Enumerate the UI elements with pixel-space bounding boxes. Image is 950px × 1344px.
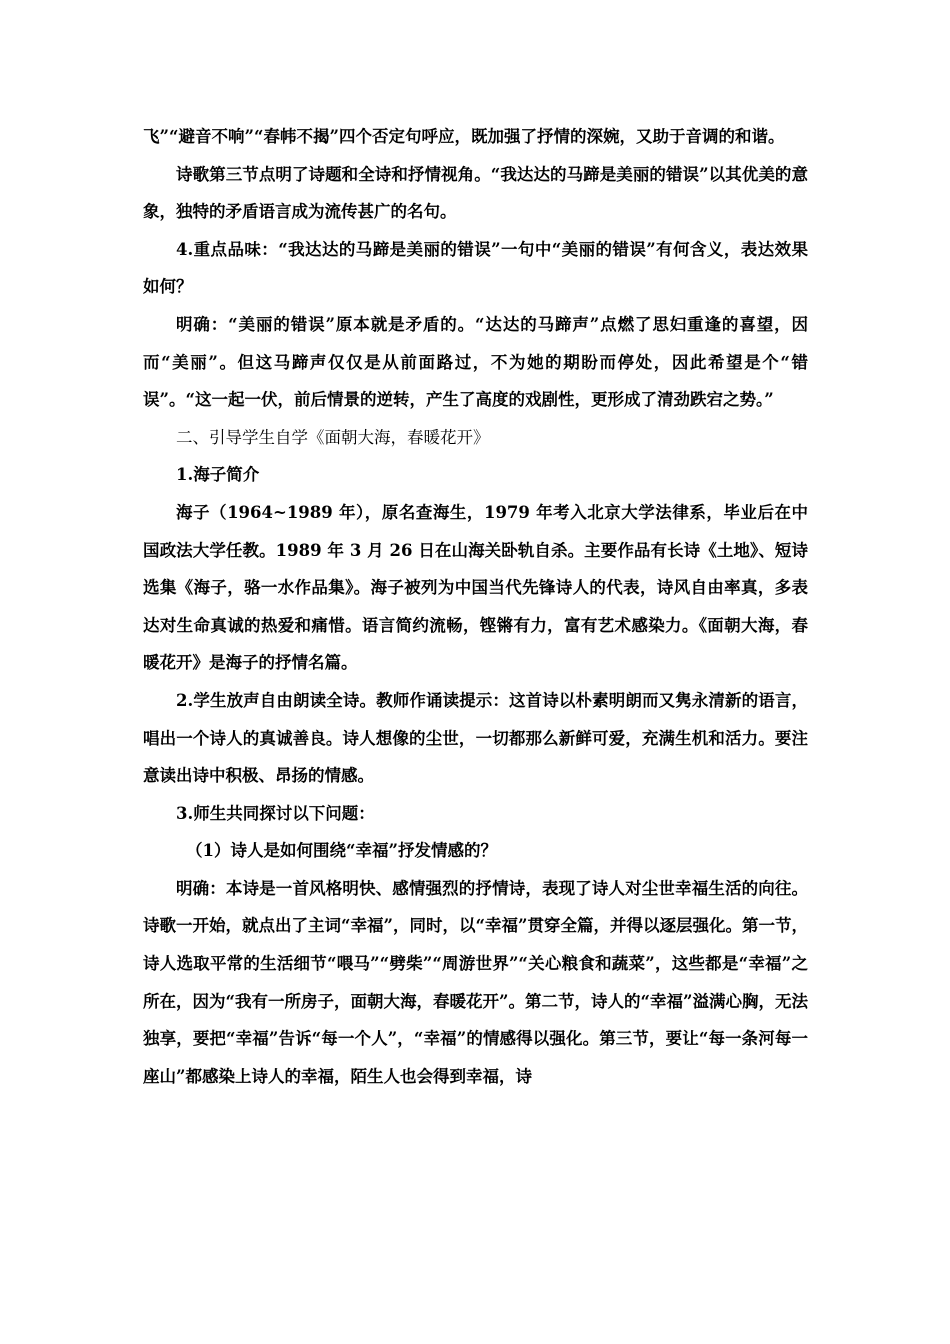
paragraph-question-1: （1）诗人是如何围绕“幸福”抒发情感的？	[186, 841, 497, 861]
paragraph-continuation: 飞”“避音不响”“春帏不揭”四个否定句呼应，既加强了抒情的深婉，又助于音调的和谐。	[143, 127, 785, 146]
paragraph-key-question: 4.重点品味：“我达达的马蹄是美丽的错误”一句中“美丽的错误”有何含义，表达效果如何？	[143, 239, 808, 297]
paragraph-haizi-bio: 海子（1964~1989 年），原名查海生，1979 年考入北京大学法律系，毕业后在中国政法大学任教。1989 年 3 月 26 日在山海关卧轨自杀。主要作品有长诗《土地》、短诗选集《海子，骆一水作品集》。海子被列为中国当代先锋诗人的代表，诗风自由率真，多表达对生命真诚的热爱和痛惜。语言简约流畅，铿锵有力，富有艺术感染力。《面朝大海，春暖花开》是海子的抒情名篇。	[143, 502, 808, 673]
paragraph-reading-tips: 2.学生放声自由朗读全诗。教师作诵读提示：这首诗以朴素明朗而又隽永清新的语言，唱出一个诗人的真诚善良。诗人想像的尘世，一切都那么新鲜可爱，充满生机和活力。要注意读出诗中积极、昂扬的情感。	[143, 690, 808, 786]
section-heading-self-study: 二、引导学生自学《面朝大海，春暖花开》	[176, 427, 490, 447]
paragraph-answer-beautiful-mistake: 明确：“美丽的错误”原本就是矛盾的。“达达的马蹄声”点燃了思妇重逢的喜望，因而“美丽”。但这马蹄声仅仅是从前面路过，不为她的期盼而停处，因此希望是个“错误”。“这一起一伏，前后情景的逆转，产生了高度的戏剧性，更形成了清劲跌宕之势。”	[143, 314, 808, 410]
subheading-haizi-intro: 1.海子简介	[176, 465, 260, 485]
paragraph-third-stanza: 诗歌第三节点明了诗题和全诗和抒情视角。“我达达的马蹄是美丽的错误”以其优美的意象，独特的矛盾语言成为流传甚广的名句。	[143, 164, 808, 222]
paragraph-answer-happiness: 明确：本诗是一首风格明快、感情强烈的抒情诗，表现了诗人对尘世幸福生活的向往。诗歌一开始，就点出了主词“幸福”，同时，以“幸福”贯穿全篇，并得以逐层强化。第一节，诗人选取平常的生活细节“喂马”“劈柴”“周游世界”“关心粮食和蔬菜”，这些都是“幸福”之所在，因为“我有一所房子，面朝大海，春暖花开”。第二节，诗人的“幸福”溢满心胸，无法独享，要把“幸福”告诉“每一个人”，“幸福”的情感得以强化。第三节，要让“每一条河每一座山”都感染上诗人的幸福，陌生人也会得到幸福，诗	[143, 878, 808, 1086]
document-body	[143, 118, 808, 1095]
paragraph-discussion-intro: 3.师生共同探讨以下问题：	[176, 803, 375, 823]
